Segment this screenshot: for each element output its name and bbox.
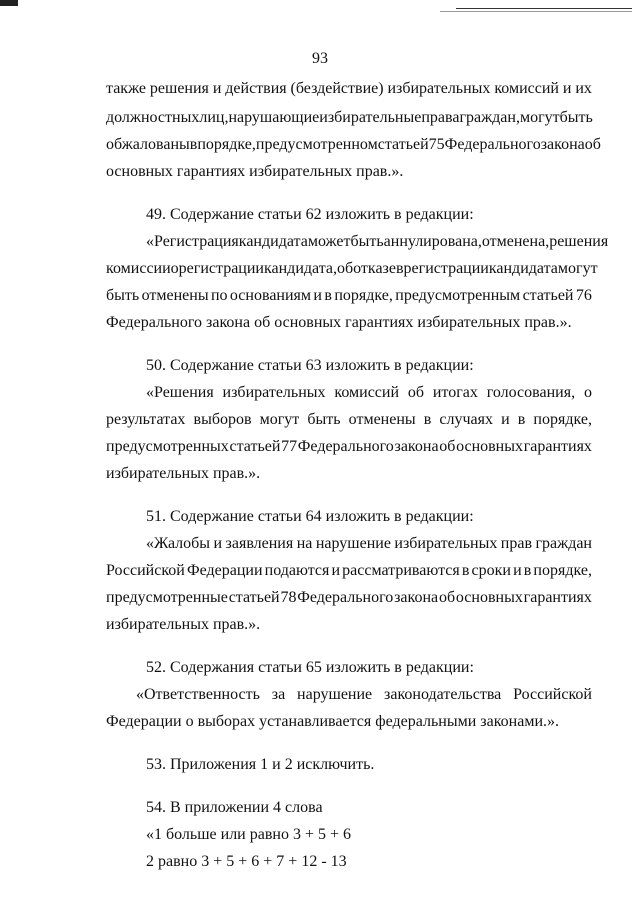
word: лиц,	[199, 109, 229, 126]
word: и	[313, 287, 322, 304]
text-line: Федерации о выборах устанавливается федеральными законами.».	[106, 713, 560, 730]
word: Федерального	[297, 589, 394, 606]
word: порядке,	[197, 136, 256, 153]
word: закона	[394, 589, 439, 606]
word: также	[106, 80, 147, 97]
word: быть	[350, 233, 384, 250]
scan-top-rule-faint	[440, 11, 632, 12]
word: статьей	[229, 438, 281, 455]
word: их	[575, 80, 592, 97]
word: порядке,	[334, 287, 393, 304]
word: в	[461, 562, 470, 579]
word: комиссий	[334, 384, 400, 401]
word: в	[189, 136, 198, 153]
text-line	[106, 410, 592, 430]
word: итогах	[432, 384, 478, 401]
text-line: 54. В приложении 4 слова	[146, 799, 323, 816]
word: права	[421, 109, 460, 126]
word: подаются	[264, 562, 330, 579]
word: (бездействие)	[290, 80, 384, 97]
word: кандидата	[238, 233, 308, 250]
word: 78	[280, 589, 297, 606]
word: быть	[307, 411, 341, 428]
word: выборов	[193, 411, 252, 428]
text-line: «1 больше или равно 3 + 5 + 6	[146, 826, 352, 843]
word: кандидата	[488, 260, 558, 277]
text-line: избирательных прав.».	[106, 465, 261, 482]
word: об	[438, 589, 456, 606]
word: предусмотренном	[255, 136, 378, 153]
word: голосования,	[486, 384, 576, 401]
word: гарантиях	[523, 589, 592, 606]
word: нарушающие	[228, 109, 320, 126]
word: об	[407, 384, 425, 401]
word: 77	[281, 438, 298, 455]
text-line	[106, 259, 598, 279]
word: об	[337, 260, 354, 277]
word: могут	[259, 411, 300, 428]
word: закона	[540, 136, 585, 153]
word: основаниям	[229, 287, 312, 304]
word: нарушение	[297, 686, 373, 703]
scan-corner-mark	[0, 0, 18, 6]
text-line	[106, 135, 601, 155]
text-line	[106, 79, 592, 99]
word: статьей	[228, 589, 280, 606]
word: избирательные	[319, 109, 422, 126]
word: граждан,	[459, 109, 520, 126]
word: и	[212, 80, 222, 97]
text-line	[106, 437, 592, 457]
word: могут	[519, 109, 560, 126]
word: порядке,	[533, 562, 592, 579]
word: и	[562, 80, 572, 97]
word: 76	[575, 287, 592, 304]
word: избирательных	[394, 535, 498, 552]
word: «Регистрация	[146, 233, 239, 250]
word: в	[517, 411, 526, 428]
word: аннулирована,	[383, 233, 482, 250]
text-line	[146, 534, 592, 554]
word: основных	[455, 589, 523, 606]
word: в	[324, 287, 332, 304]
text-line	[136, 685, 592, 705]
word: по	[210, 287, 228, 304]
word: в	[395, 260, 404, 277]
word: рассматриваются	[342, 562, 460, 579]
word: Федерации	[186, 562, 263, 579]
word: быть	[106, 287, 140, 304]
word: решения	[549, 233, 609, 250]
word: Федерального	[297, 438, 394, 455]
word: предусмотренных	[106, 438, 229, 455]
word: Российской	[513, 686, 592, 703]
word: может	[307, 233, 351, 250]
word: и	[213, 535, 223, 552]
word: о	[170, 260, 179, 277]
text-line: 2 равно 3 + 5 + 6 + 7 + 12 - 13	[146, 853, 347, 870]
word: обжалованы	[106, 136, 190, 153]
text-line: 51. Содержание статьи 64 изложить в редакции:	[146, 508, 474, 525]
word: отменены	[141, 287, 209, 304]
text-line	[146, 232, 609, 252]
text-line: 49. Содержание статьи 62 изложить в редакции:	[146, 206, 474, 223]
word: Российской	[106, 562, 185, 579]
word: случаях	[439, 411, 493, 428]
word: статьей	[522, 287, 574, 304]
word: комиссии	[106, 260, 171, 277]
word: отказе	[353, 260, 396, 277]
text-line	[106, 108, 592, 128]
text-line: 50. Содержание статьи 63 изложить в редакции:	[146, 357, 474, 374]
word: предусмотренные	[106, 589, 228, 606]
text-line	[106, 561, 592, 581]
word: предусмотренным	[395, 287, 521, 304]
word: в	[523, 562, 532, 579]
text-line: основных гарантиях избирательных прав.».	[106, 163, 404, 180]
word: на	[296, 535, 313, 552]
word: «Ответственность	[136, 686, 260, 703]
word: заявления	[225, 535, 294, 552]
word: избирательных	[222, 384, 326, 401]
word: порядке,	[533, 411, 592, 428]
text-line: Федерального закона об основных гарантиях избирательных прав.».	[106, 314, 572, 331]
text-line: избирательных прав.».	[106, 616, 261, 633]
text-line: 53. Приложения 1 и 2 исключить.	[146, 756, 375, 773]
word: могут	[557, 260, 598, 277]
word: и	[331, 562, 341, 579]
word: регистрации	[178, 260, 264, 277]
word: за	[271, 686, 286, 703]
word: Федерального	[444, 136, 541, 153]
word: граждан	[535, 535, 592, 552]
word: отменены	[348, 411, 416, 428]
scan-top-rule	[456, 8, 632, 9]
word: отменена,	[481, 233, 550, 250]
word: и	[513, 562, 522, 579]
word: и	[501, 411, 510, 428]
text-line: 52. Содержания статьи 65 изложить в редакции:	[146, 659, 474, 676]
word: «Жалобы	[146, 535, 211, 552]
word: основных	[456, 438, 523, 455]
text-line	[106, 286, 592, 306]
word: регистрации	[403, 260, 489, 277]
word: 75	[428, 136, 445, 153]
word: быть	[559, 109, 593, 126]
word: действия	[225, 80, 287, 97]
word: об	[439, 438, 456, 455]
word: закона	[394, 438, 439, 455]
word: об	[584, 136, 601, 153]
word: нарушение	[315, 535, 391, 552]
word: результатах	[106, 411, 186, 428]
word: о	[583, 384, 592, 401]
word: кандидата,	[263, 260, 337, 277]
word: в	[423, 411, 432, 428]
word: решения	[149, 80, 209, 97]
word: законодательства	[384, 686, 502, 703]
word: статьей	[377, 136, 429, 153]
word: сроки	[471, 562, 511, 579]
word: избирательных	[387, 80, 491, 97]
word: должностных	[106, 109, 200, 126]
word: «Решения	[146, 384, 214, 401]
word: прав	[500, 535, 533, 552]
page-number: 93	[312, 50, 328, 67]
text-line	[106, 588, 592, 608]
word: комиссий	[494, 80, 559, 97]
text-line	[146, 383, 592, 403]
word: гарантиях	[523, 438, 592, 455]
